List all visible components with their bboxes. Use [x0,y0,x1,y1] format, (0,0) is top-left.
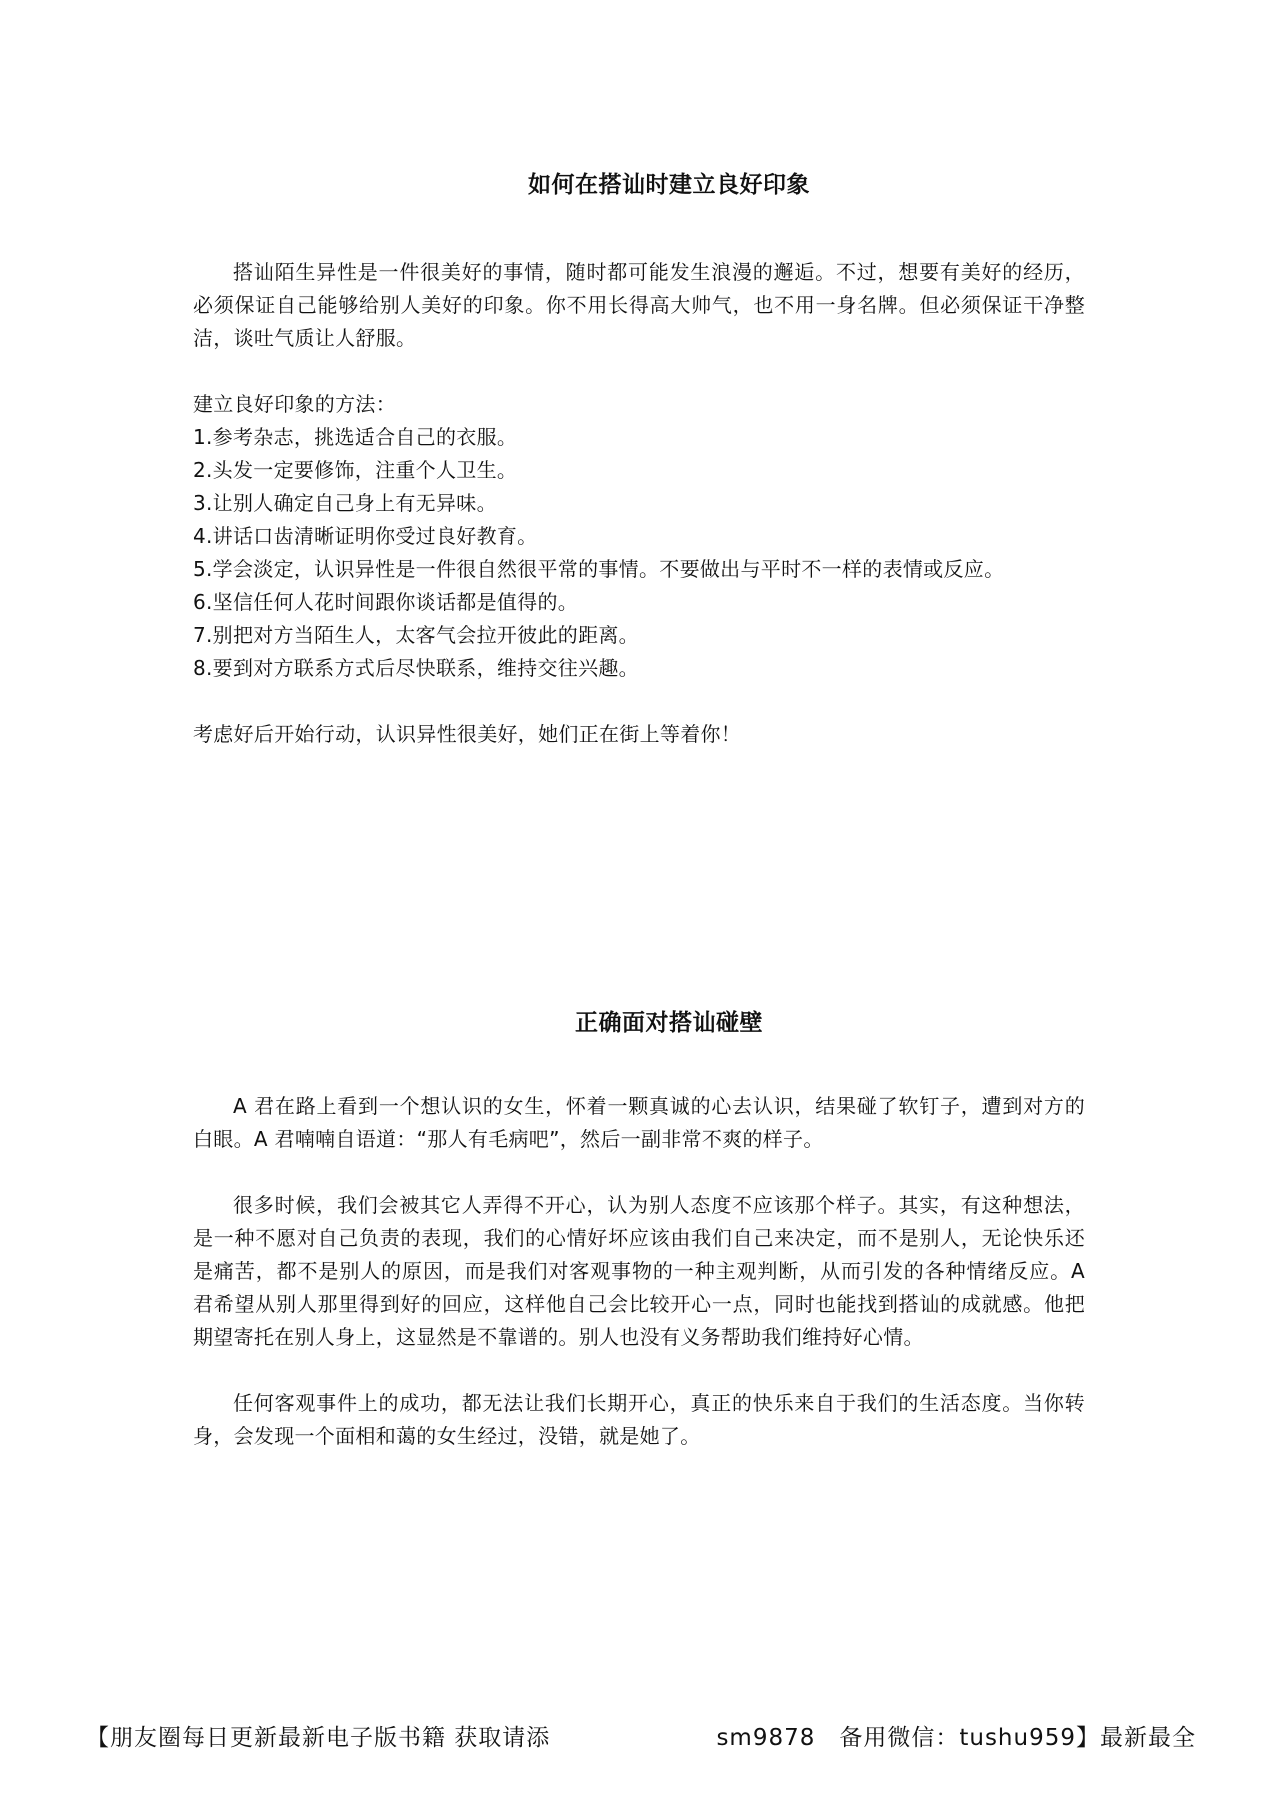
list-item: 6.坚信任何人花时间跟你谈话都是值得的。 [193,590,579,614]
story-paragraph: A 君在路上看到一个想认识的女生，怀着一颗真诚的心去认识，结果碰了软钉子，遭到对方的白眼。A 君喃喃自语道：“那人有毛病吧”，然后一副非常不爽的样子。 [193,1094,1085,1151]
footer-left-text: 【朋友圈每日更新最新电子版书籍 获取请添 [86,1725,551,1751]
section-title: 正确面对搭讪碰壁 [575,1010,763,1036]
footer-notice [86,1720,1196,1756]
list-item: 5.学会淡定，认识异性是一件很自然很平常的事情。不要做出与平时不一样的表情或反应。 [193,557,1005,581]
list-item: 8.要到对方联系方式后尽快联系，维持交往兴趣。 [193,656,639,680]
footer-right-text: sm9878 备用微信：tushu959】最新最全 [716,1725,1196,1751]
methods-heading: 建立良好印象的方法： [193,392,396,416]
methods-list [193,421,1085,685]
list-item: 3.让别人确定自己身上有无异味。 [193,491,497,515]
list-item: 1.参考杂志，挑选适合自己的衣服。 [193,425,518,449]
section-title: 如何在搭讪时建立良好印象 [528,172,810,198]
body-paragraph: 任何客观事件上的成功，都无法让我们长期开心，真正的快乐来自于我们的生活态度。当你转身，会发现一个面相和蔼的女生经过，没错，就是她了。 [193,1391,1085,1448]
list-item: 2.头发一定要修饰，注重个人卫生。 [193,458,518,482]
closing-line: 考虑好后开始行动，认识异性很美好，她们正在街上等着你！ [193,722,742,746]
intro-paragraph: 搭讪陌生异性是一件很美好的事情，随时都可能发生浪漫的邂逅。不过，想要有美好的经历，必须保证自己能够给别人美好的印象。你不用长得高大帅气，也不用一身名牌。但必须保证干净整洁，谈吐气质让人舒服。 [193,260,1085,350]
body-paragraph: 很多时候，我们会被其它人弄得不开心，认为别人态度不应该那个样子。其实，有这种想法，是一种不愿对自己负责的表现，我们的心情好坏应该由我们自己来决定，而不是别人，无论快乐还是痛苦，都不是别人的原因，而是我们对客观事物的一种主观判断，从而引发的各种情绪反应。A 君希望从别人那里得到好的回应，这样他自己会比较开心一点，同时也能找到搭讪的成就感。他把期望寄托在别人身上，这显然是不靠谱的。别人也没有义务帮助我们维持好心情。 [193,1193,1085,1349]
list-item: 7.别把对方当陌生人，太客气会拉开彼此的距离。 [193,623,639,647]
list-item: 4.讲话口齿清晰证明你受过良好教育。 [193,524,538,548]
section-facing-rejection [193,1006,1085,1453]
section-good-impression [193,168,1085,751]
